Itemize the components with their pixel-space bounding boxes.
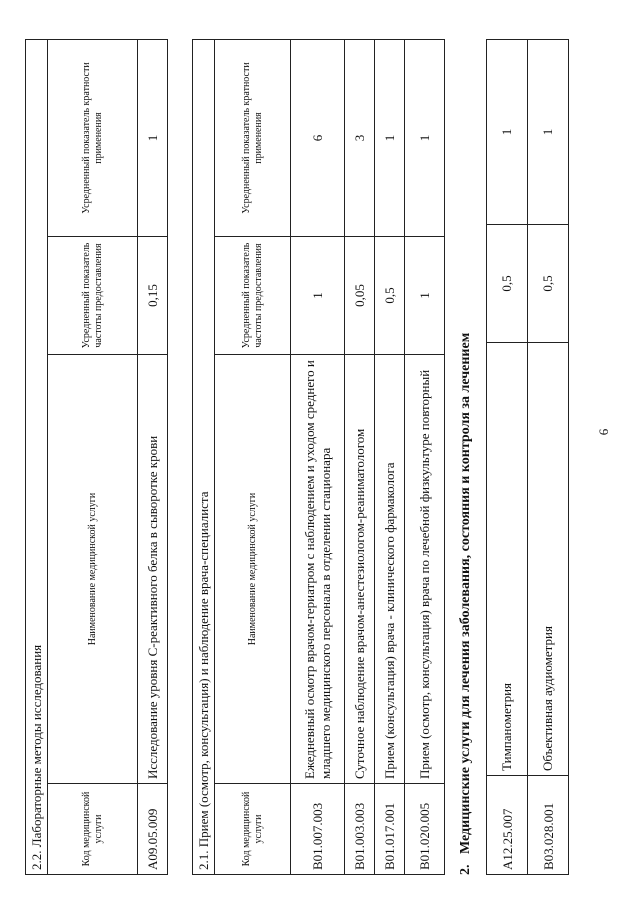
multiplicity-value: 1: [405, 40, 445, 237]
frequency-value: 1: [405, 237, 445, 355]
table-row: [291, 40, 345, 875]
header-multiplicity: Усредненный показатель кратности применения: [48, 40, 138, 237]
service-name: Прием (осмотр, консультация) врача по лечебной физкультуре повторный: [405, 355, 445, 784]
table-title: 2.1. Прием (осмотр, консультация) и наблюдение врача-специалиста: [193, 40, 215, 875]
service-code: B01.020.005: [405, 784, 445, 875]
table-row: [528, 40, 569, 875]
frequency-value: 0,5: [528, 225, 569, 343]
table-header-row: [48, 40, 138, 875]
service-name: Тимпанометрия: [487, 343, 528, 776]
frequency-value: 0,05: [345, 237, 375, 355]
service-code: B01.017.001: [375, 784, 405, 875]
frequency-value: 0,15: [138, 237, 168, 355]
header-name: Наименование медицинской услуги: [48, 355, 138, 784]
frequency-value: 0,5: [487, 225, 528, 343]
multiplicity-value: 1: [375, 40, 405, 237]
table-row: [345, 40, 375, 875]
section-number: 2.: [458, 864, 473, 875]
multiplicity-value: 1: [487, 40, 528, 225]
table-row: [405, 40, 445, 875]
service-name: Прием (консультация) врача - клинического фармаколога: [375, 355, 405, 784]
service-name: Суточное наблюдение врачом-анестезиологом-реаниматологом: [345, 355, 375, 784]
section-title: Медицинские услуги для лечения заболевания, состояния и контроля за лечением: [458, 332, 473, 854]
table-row: [487, 40, 528, 875]
lab-methods-table: [25, 39, 168, 875]
service-name: Ежедневный осмотр врачом-гериатром с наблюдением и уходом среднего и младшего медицинского персонала в отделении стационара: [291, 355, 345, 784]
service-code: A12.25.007: [487, 776, 528, 875]
header-code: Код медицинской услуги: [48, 784, 138, 875]
header-multiplicity: Усредненный показатель кратности применения: [215, 40, 291, 237]
multiplicity-value: 6: [291, 40, 345, 237]
multiplicity-value: 1: [138, 40, 168, 237]
service-code: A09.05.009: [138, 784, 168, 875]
section-heading: [458, 35, 474, 875]
table-title-row: [26, 40, 48, 875]
header-code: Код медицинской услуги: [215, 784, 291, 875]
table-title-row: [193, 40, 215, 875]
frequency-value: 0,5: [375, 237, 405, 355]
table-row: [375, 40, 405, 875]
frequency-value: 1: [291, 237, 345, 355]
consultation-table: [192, 39, 445, 875]
table-title: 2.2. Лабораторные методы исследования: [26, 40, 48, 875]
multiplicity-value: 3: [345, 40, 375, 237]
service-name: Исследование уровня C-реактивного белка в сыворотке крови: [138, 355, 168, 784]
header-name: Наименование медицинской услуги: [215, 355, 291, 784]
service-code: B03.028.001: [528, 776, 569, 875]
service-code: B01.003.003: [345, 784, 375, 875]
page-number: 6: [596, 428, 611, 436]
table-row: [138, 40, 168, 875]
header-frequency: Усредненный показатель частоты предоставления: [48, 237, 138, 355]
service-code: B01.007.003: [291, 784, 345, 875]
service-name: Объективная аудиометрия: [528, 343, 569, 776]
header-frequency: Усредненный показатель частоты предоставления: [215, 237, 291, 355]
continuation-table: [486, 39, 569, 875]
multiplicity-value: 1: [528, 40, 569, 225]
table-header-row: [215, 40, 291, 875]
